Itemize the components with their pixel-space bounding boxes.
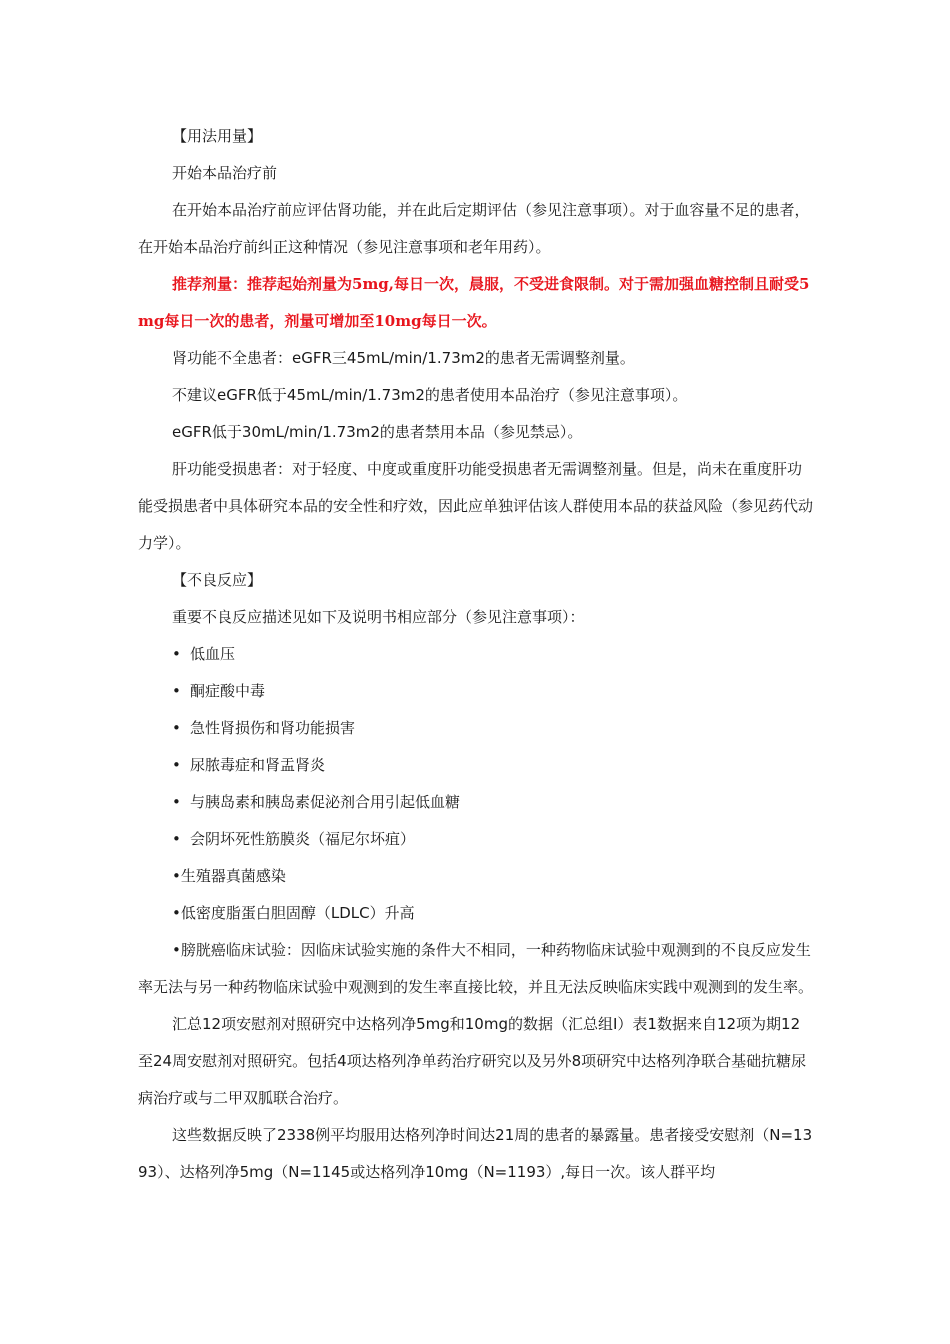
adverse-intro: 重要不良反应描述见如下及说明书相应部分（参见注意事项）： xyxy=(172,608,585,626)
bullet-icon: • xyxy=(172,793,181,811)
adverse-heading: 【不良反应】 xyxy=(172,571,263,589)
bullet-icon: • xyxy=(172,756,181,774)
list-item-label: 急性肾损伤和肾功能损害 xyxy=(190,719,356,737)
pooled-studies-text: 汇总12项安慰剂对照研究中达格列净5mg和10mg的数据（汇总组I）表1数据来自12项为期12至24周安慰剂对照研究。包括4项达格列净单药治疗研究以及另外8项研究中达格列净联合基础抗糖尿病治疗或与二甲双胍联合治疗。 xyxy=(138,1015,807,1107)
list-item-label: 与胰岛素和胰岛素促泌剂合用引起低血糖 xyxy=(190,793,461,811)
list-item: •低密度脂蛋白胆固醇（LDLC）升高 xyxy=(172,904,415,922)
document-body xyxy=(138,118,814,1191)
list-item xyxy=(138,710,814,747)
bullet-icon: • xyxy=(172,719,181,737)
renal-impairment-text-1: 肾功能不全患者：eGFR三45mL/min/1.73m2的患者无需调整剂量。 xyxy=(172,349,635,367)
list-item xyxy=(138,636,814,673)
renal-impairment-text-3: eGFR低于30mL/min/1.73m2的患者禁用本品（参见禁忌）。 xyxy=(172,423,583,441)
list-item: •生殖器真菌感染 xyxy=(172,867,286,885)
list-item xyxy=(138,673,814,710)
dosage-heading: 【用法用量】 xyxy=(172,127,263,145)
hepatic-impairment-text: 肝功能受损患者：对于轻度、中度或重度肝功能受损患者无需调整剂量。但是，尚未在重度肝功能受损患者中具体研究本品的安全性和疗效，因此应单独评估该人群使用本品的获益风险（参见药代动力学）。 xyxy=(138,460,814,552)
list-item xyxy=(138,784,814,821)
bladder-cancer-text: •膀胱癌临床试验：因临床试验实施的条件大不相同，一种药物临床试验中观测到的不良反应发生率无法与另一种药物临床试验中观测到的发生率直接比较，并且无法反映临床实践中观测到的发生率。 xyxy=(138,941,814,996)
bullet-icon: • xyxy=(172,830,181,848)
list-item-label: 会阴坏死性筋膜炎（福尼尔坏疽） xyxy=(190,830,416,848)
list-item xyxy=(138,747,814,784)
list-item xyxy=(138,821,814,858)
list-item-label: 酮症酸中毒 xyxy=(190,682,266,700)
bullet-icon: • xyxy=(172,645,181,663)
recommended-dose-text: 推荐剂量：推荐起始剂量为5mg,每日一次，晨服，不受进食限制。对于需加强血糖控制且耐受5mg每日一次的患者，剂量可增加至10mg每日一次。 xyxy=(138,275,810,330)
list-item-label: 尿脓毒症和肾盂肾炎 xyxy=(190,756,326,774)
exposure-text: 这些数据反映了2338例平均服用达格列净时间达21周的患者的暴露量。患者接受安慰剂（N=1393）、达格列净5mg（N=1145或达格列净10mg（N=1193）,每日一次。该人群平均 xyxy=(138,1126,813,1181)
renal-impairment-text-2: 不建议eGFR低于45mL/min/1.73m2的患者使用本品治疗（参见注意事项）。 xyxy=(172,386,688,404)
before-treatment-text: 在开始本品治疗前应评估肾功能，并在此后定期评估（参见注意事项）。对于血容量不足的患者，在开始本品治疗前纠正这种情况（参见注意事项和老年用药）。 xyxy=(138,201,810,256)
list-item-label: 低血压 xyxy=(190,645,236,663)
before-treatment-title: 开始本品治疗前 xyxy=(172,164,278,182)
bullet-icon: • xyxy=(172,682,181,700)
adverse-bullet-list xyxy=(138,636,814,1006)
